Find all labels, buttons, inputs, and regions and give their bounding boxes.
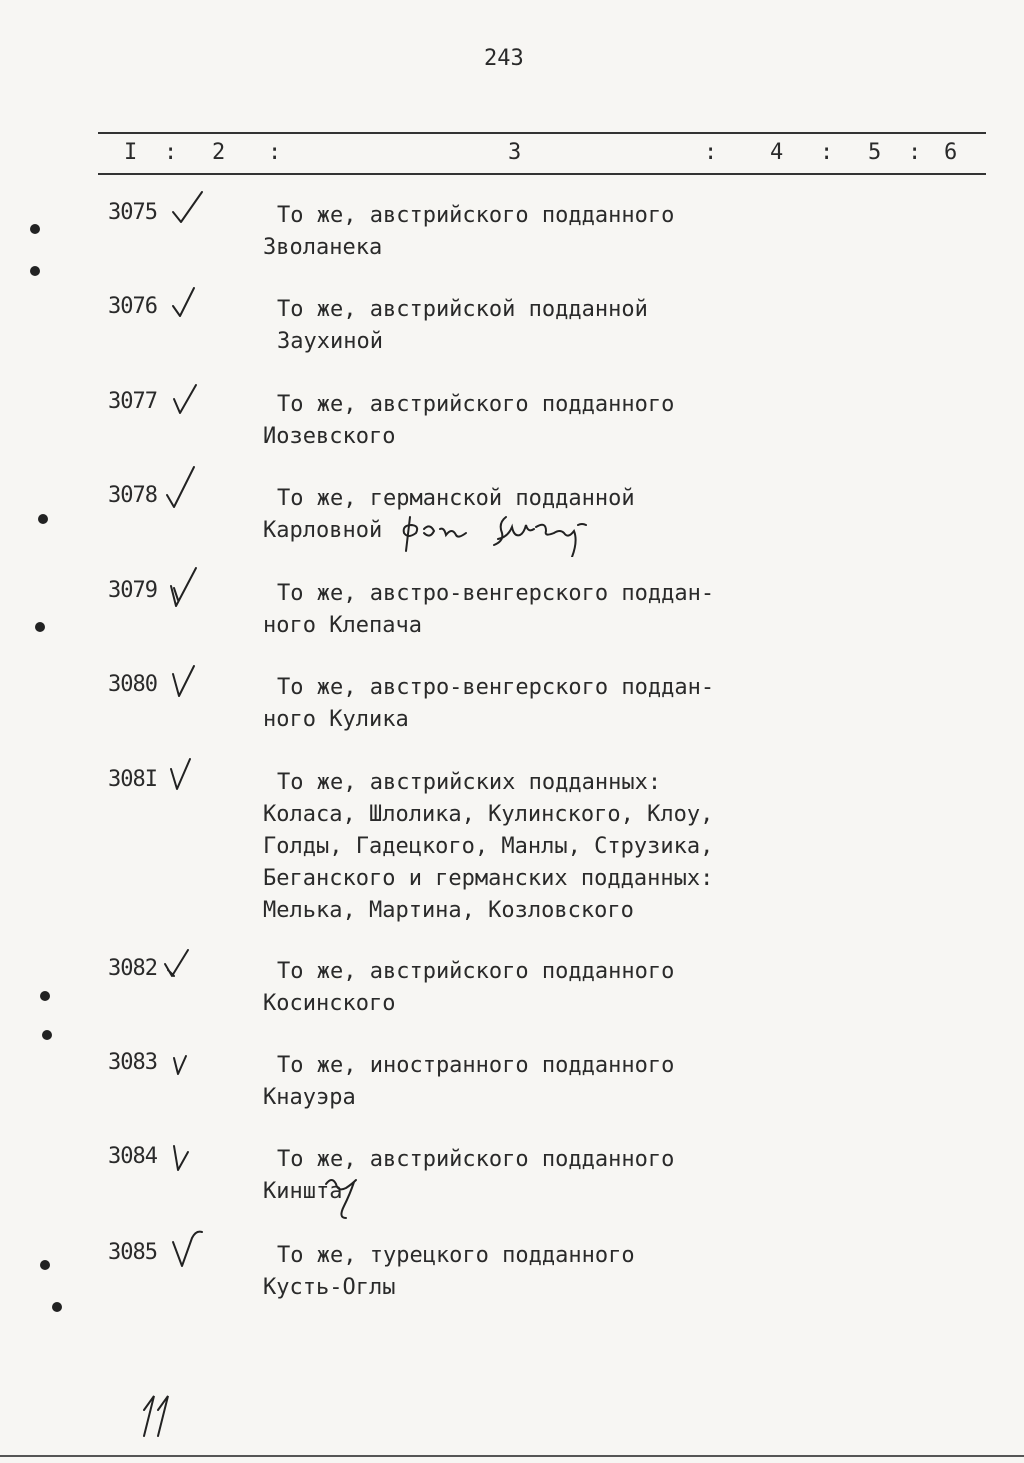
- checkmark-icon: [170, 662, 206, 702]
- entry-number: 3077: [108, 389, 157, 414]
- header-sep: :: [164, 140, 178, 165]
- header-col-6: 6: [944, 140, 958, 165]
- handwritten-folio-mark: [140, 1392, 180, 1438]
- handwritten-annotation: [322, 1174, 362, 1226]
- entry-line: Киншта: [263, 1179, 343, 1204]
- entry-number: 3076: [108, 294, 157, 319]
- entry-line: Кусть-Оглы: [263, 1275, 396, 1300]
- entry-description: [263, 956, 674, 1020]
- entry-line: То же, австрийского подданного: [277, 203, 675, 228]
- checkmark-icon: [170, 284, 206, 324]
- header-col-4: 4: [770, 140, 784, 165]
- entry-number: 3079: [108, 578, 157, 603]
- entry-number: 3078: [108, 483, 157, 508]
- entry-line: Зволанека: [263, 235, 383, 260]
- entry-number: 3080: [108, 672, 157, 697]
- checkmark-icon: [164, 465, 200, 513]
- checkmark-icon: [168, 1142, 204, 1176]
- checkmark-icon: [170, 190, 206, 230]
- binding-hole: [40, 1260, 50, 1270]
- entry-line: То же, иностранного подданного: [277, 1053, 675, 1078]
- entry-number: 3083: [108, 1050, 157, 1075]
- entry-line: То же, германской подданной: [277, 486, 635, 511]
- entry-line: Кнауэра: [263, 1085, 356, 1110]
- checkmark-icon: [170, 1228, 206, 1272]
- handwritten-annotation: [398, 513, 610, 557]
- header-sep: :: [820, 140, 834, 165]
- entry-description: [263, 294, 648, 358]
- binding-hole: [30, 266, 40, 276]
- entry-line: То же, австро-венгерского поддан-: [277, 581, 715, 606]
- entry-line: То же, австрийского подданного: [277, 1147, 675, 1172]
- checkmark-icon: [168, 757, 204, 797]
- page-number: 243: [484, 46, 524, 71]
- header-sep: :: [704, 140, 718, 165]
- header-sep: :: [908, 140, 922, 165]
- entry-line: Коласа, Шлолика, Кулинского, Клоу,: [263, 802, 714, 827]
- entry-number: 3075: [108, 200, 157, 225]
- entry-line: Голды, Гадецкого, Манлы, Струзика,: [263, 834, 714, 859]
- header-rule-top: [98, 132, 986, 134]
- entry-line: ного Клепача: [263, 613, 422, 638]
- binding-hole: [35, 622, 45, 632]
- entry-line: Мелька, Мартина, Козловского: [263, 898, 634, 923]
- entry-description: [263, 1050, 674, 1114]
- entry-line: ного Кулика: [263, 707, 409, 732]
- binding-hole: [52, 1302, 62, 1312]
- header-col-2: 2: [212, 140, 226, 165]
- entry-line: Карловной: [263, 518, 383, 543]
- entry-number: 3084: [108, 1144, 157, 1169]
- binding-hole: [42, 1030, 52, 1040]
- entry-line: Косинского: [263, 991, 396, 1016]
- entry-line: Иозевского: [263, 424, 396, 449]
- entry-line: Беганского и германских подданных:: [263, 866, 714, 891]
- header-sep: :: [268, 140, 282, 165]
- header-col-5: 5: [868, 140, 882, 165]
- entry-number: 3082: [108, 956, 157, 981]
- entry-description: [263, 578, 714, 642]
- entry-description: [263, 672, 714, 736]
- entry-line: То же, австрийских подданных:: [277, 770, 662, 795]
- entry-line: То же, австрийского подданного: [277, 959, 675, 984]
- binding-hole: [30, 224, 40, 234]
- binding-hole: [38, 514, 48, 524]
- checkmark-icon: [168, 566, 204, 612]
- header-rule-bottom: [98, 173, 986, 175]
- header-col-3: 3: [508, 140, 522, 165]
- entry-line: То же, турецкого подданного: [277, 1243, 635, 1268]
- checkmark-icon: [162, 946, 198, 986]
- checkmark-icon: [170, 379, 206, 419]
- entry-line: То же, австрийской подданной: [277, 297, 648, 322]
- entry-number: 3085: [108, 1240, 157, 1265]
- entry-line: То же, австрийского подданного: [277, 392, 675, 417]
- page-edge: [0, 1455, 1024, 1457]
- checkmark-icon: [168, 1048, 204, 1080]
- entry-number: 308I: [108, 767, 157, 792]
- header-col-1: I: [124, 140, 138, 165]
- entry-description: [263, 200, 674, 264]
- entry-line: Заухиной: [277, 329, 383, 354]
- binding-hole: [40, 991, 50, 1001]
- entry-description: [263, 389, 674, 453]
- entry-line: То же, австро-венгерского поддан-: [277, 675, 715, 700]
- entry-description: [263, 1240, 635, 1304]
- entry-description: [263, 767, 713, 927]
